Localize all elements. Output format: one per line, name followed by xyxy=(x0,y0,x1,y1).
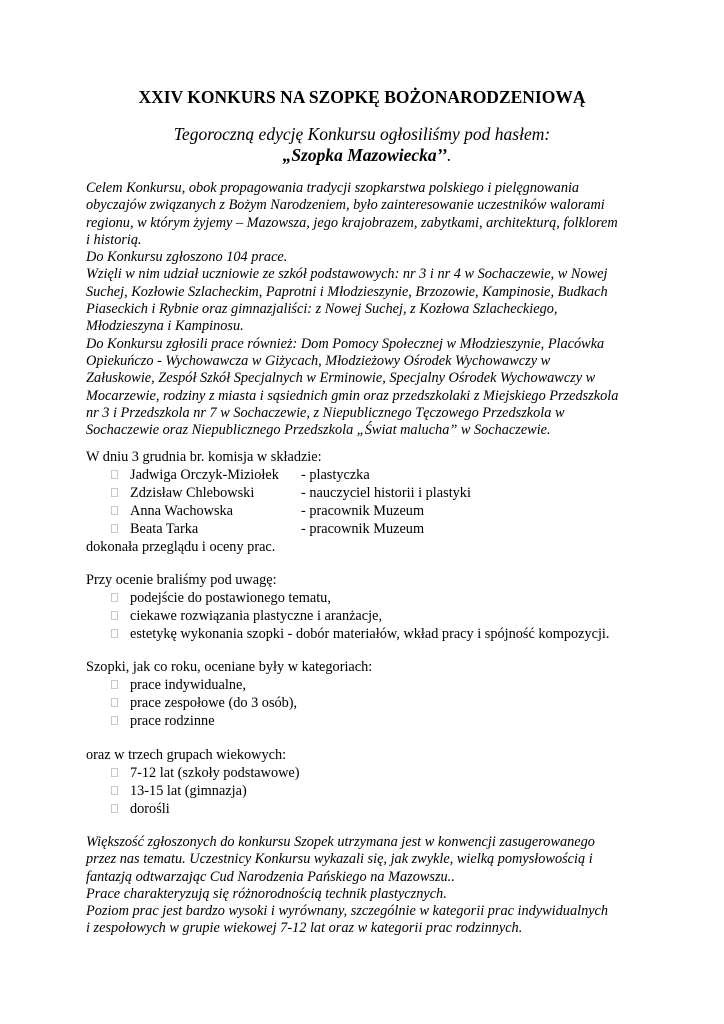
bullet-icon xyxy=(111,768,118,777)
intro-line: Opiekuńczo - Wychowawcza w Giżycach, Młodzieżowy Ośrodek Wychowawczy w xyxy=(86,352,551,369)
closing-line: przez nas tematu. Uczestnicy Konkursu wykazali się, jak zwykle, wielką pomysłowością i xyxy=(86,851,593,868)
member-name: Beata Tarka xyxy=(130,521,199,537)
bullet-icon xyxy=(111,524,118,533)
committee-footer: dokonała przeglądu i oceny prac. xyxy=(86,539,276,555)
bullet-icon xyxy=(111,716,118,725)
committee-member xyxy=(86,520,646,538)
member-role: - nauczyciel historii i plastyki xyxy=(301,485,471,501)
criteria-text: estetykę wykonania szopki - dobór materiałów, wkład pracy i spójność kompozycji. xyxy=(130,626,610,642)
bullet-icon xyxy=(111,470,118,479)
age-group-item xyxy=(86,782,646,800)
closing-line: Większość zgłoszonych do konkursu Szopek utrzymana jest w konwencji zasugerowanego xyxy=(86,834,595,850)
committee-member xyxy=(86,466,646,484)
category-text: prace zespołowe (do 3 osób), xyxy=(130,695,298,711)
committee-member xyxy=(86,484,646,502)
contest-motto: „Szopka Mazowiecka’’ xyxy=(282,145,448,165)
category-item xyxy=(86,676,646,694)
criteria-section xyxy=(86,571,646,643)
closing-line: Prace charakteryzują się różnorodnością technik plastycznych. xyxy=(86,885,447,902)
age-groups-heading: oraz w trzech grupach wiekowych: xyxy=(86,747,287,763)
intro-line: Załuskowie, Zespół Szkół Specjalnych w Erminowie, Specjalny Ośrodek Wychowawczy w xyxy=(86,370,596,387)
bullet-icon xyxy=(111,611,118,620)
member-name: Zdzisław Chlebowski xyxy=(130,485,255,501)
bullet-icon xyxy=(111,698,118,707)
intro-line: Do Konkursu zgłoszono 104 prace. xyxy=(86,249,288,266)
member-name: Anna Wachowska xyxy=(130,503,234,519)
category-text: prace indywidualne, xyxy=(130,677,246,693)
intro-line: i historią. xyxy=(86,231,142,248)
committee-list xyxy=(86,466,646,538)
committee-heading: W dniu 3 grudnia br. komisja w składzie: xyxy=(86,449,322,465)
bullet-icon xyxy=(111,488,118,497)
age-group-text: dorośli xyxy=(130,801,170,817)
criteria-item xyxy=(86,607,646,625)
member-name: Jadwiga Orczyk-Miziołek xyxy=(130,467,279,483)
motto-period: . xyxy=(447,145,452,165)
bullet-icon xyxy=(111,786,118,795)
bullet-icon xyxy=(111,629,118,638)
intro-line: Do Konkursu zgłosili prace również: Dom Pomocy Społecznej w Młodzieszynie, Placówka xyxy=(86,335,605,352)
criteria-item xyxy=(86,589,646,607)
categories-section xyxy=(86,658,646,730)
criteria-text: ciekawe rozwiązania plastyczne i aranżacje, xyxy=(130,608,383,624)
age-group-item xyxy=(86,800,646,818)
member-role: - pracownik Muzeum xyxy=(301,503,425,519)
bullet-icon xyxy=(111,804,118,813)
intro-line: Sochaczewie oraz Niepublicznego Przedszkola „Świat malucha” w Sochaczewie. xyxy=(86,422,551,439)
document-title: XXIV KONKURS NA SZOPKĘ BOŻONARODZENIOWĄ xyxy=(138,87,586,107)
closing-paragraph xyxy=(86,834,646,938)
subtitle-line: Tegoroczną edycję Konkursu ogłosiliśmy pod hasłem: xyxy=(173,124,551,144)
age-group-text: 7-12 lat (szkoły podstawowe) xyxy=(130,765,300,781)
intro-paragraph xyxy=(86,180,646,439)
closing-line: Poziom prac jest bardzo wysoki i wyrównany, szczególnie w kategorii prac indywidualnych xyxy=(86,903,609,920)
categories-list xyxy=(86,676,646,730)
member-role: - plastyczka xyxy=(301,467,370,483)
intro-line: regionu, w którym żyjemy – Mazowsza, jego krajobrazem, zabytkami, architekturą, folklorem xyxy=(86,214,618,231)
intro-line: Mocarzewie, rodziny z miasta i sąsiednich gmin oraz przedszkolaki z Miejskiego Przedszkola xyxy=(86,387,619,404)
intro-line: Celem Konkursu, obok propagowania tradycji szopkarstwa polskiego i pielęgnowania xyxy=(86,180,580,196)
intro-line: nr 3 i Przedszkola nr 7 w Sochaczewie, z Niepublicznego Tęczowego Przedszkola w xyxy=(86,404,565,421)
intro-line: Suchej, Kozłowie Szlacheckim, Paprotni i Młodzieszynie, Brzozowie, Kampinosie, Budkach xyxy=(86,283,608,300)
member-role: - pracownik Muzeum xyxy=(301,521,425,537)
category-item xyxy=(86,694,646,712)
age-group-text: 13-15 lat (gimnazja) xyxy=(130,783,247,799)
bullet-icon xyxy=(111,593,118,602)
categories-heading: Szopki, jak co roku, oceniane były w kategoriach: xyxy=(86,659,373,675)
age-groups-list xyxy=(86,764,646,818)
intro-line: Młodzieszyna i Kampinosu. xyxy=(86,318,244,335)
category-item xyxy=(86,712,646,730)
intro-line: Piaseckich i Rybnie oraz gimnazjaliści: z Nowej Suchej, z Kozłowa Szlacheckiego, xyxy=(86,301,558,318)
criteria-text: podejście do postawionego tematu, xyxy=(130,590,331,606)
closing-line: fantazją odtwarzając Cud Narodzenia Pańskiego na Mazowszu.. xyxy=(86,868,455,885)
intro-line: Wzięli w nim udział uczniowie ze szkół podstawowych: nr 3 i nr 4 w Sochaczewie, w Nowej xyxy=(86,266,608,283)
bullet-icon xyxy=(111,506,118,515)
criteria-heading: Przy ocenie braliśmy pod uwagę: xyxy=(86,572,277,588)
category-text: prace rodzinne xyxy=(130,713,215,729)
age-group-item xyxy=(86,764,646,782)
intro-line: obyczajów związanych z Bożym Narodzeniem, było zainteresowanie uczestników walorami xyxy=(86,197,605,214)
age-groups-section xyxy=(86,746,646,818)
criteria-list xyxy=(86,589,646,643)
committee-member xyxy=(86,502,646,520)
bullet-icon xyxy=(111,680,118,689)
closing-line: i zespołowych w grupie wiekowej 7-12 lat oraz w kategorii prac rodzinnych. xyxy=(86,920,523,937)
subtitle-motto-line xyxy=(0,145,724,165)
criteria-item xyxy=(86,625,646,643)
committee-section xyxy=(86,448,646,556)
